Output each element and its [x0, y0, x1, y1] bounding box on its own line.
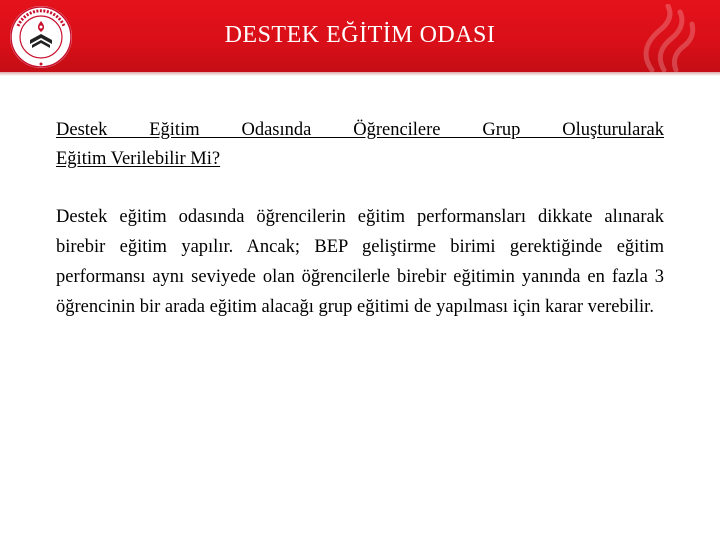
question-line-1: Destek Eğitim Odasında Öğrencilere Grup Oluşturularak — [56, 120, 664, 140]
page-title: DESTEK EĞİTİM ODASI — [224, 22, 496, 48]
question-heading — [56, 116, 664, 174]
header-shadow — [0, 72, 720, 76]
question-line-2: Eğitim Verilebilir Mi? — [56, 149, 221, 169]
header-band — [0, 0, 720, 72]
meb-emblem-icon — [8, 4, 74, 70]
flame-icon — [634, 4, 704, 72]
slide-body — [56, 116, 664, 322]
answer-paragraph: Destek eğitim odasında öğrencilerin eğitim performansları dikkate alınarak birebir eğitim yapılır. Ancak; BEP geliştirme birimi gerektiğinde eğitim performansı aynı seviyede olan öğrencilerle birebir eğitimin yanında en fazla 3 öğrencinin bir arada eğitim alacağı grup eğitimi de yapılması için karar verebilir. — [56, 207, 664, 317]
